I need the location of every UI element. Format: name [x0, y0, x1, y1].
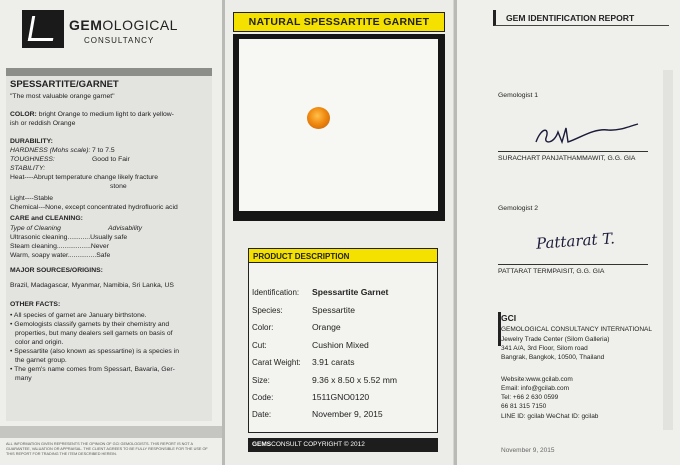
gemologist1-name: SURACHART PANJATHAMMAWIT, G.G. GIA — [498, 155, 636, 162]
bottom-date: November 9, 2015 — [501, 447, 555, 454]
value-identification: Spessartite Garnet — [312, 287, 389, 297]
steam-row: Steam cleaning..................Never — [10, 243, 109, 250]
durability-heading: DURABILITY: — [10, 138, 53, 145]
cleaning-header: Type of Cleaning Advisability — [10, 225, 142, 232]
label-carat: Carat Weight: — [252, 358, 301, 367]
address-line: Bangrak, Bangkok, 10500, Thailand — [501, 354, 605, 361]
value-species: Spessartite — [312, 305, 355, 315]
fact-line: • Spessartite (also known as spessartine) is a species in — [10, 348, 179, 355]
chemical-line: Chemical---None, except concentrated hydrofluoric acid — [10, 204, 178, 211]
value-size: 9.36 x 8.50 x 5.52 mm — [312, 375, 398, 385]
photo-frame — [233, 34, 445, 221]
address-line: 341 A/A, 3rd Floor, Silom road — [501, 345, 588, 352]
gem-tagline: "The most valuable orange garnet" — [10, 93, 115, 100]
label-cut: Cut: — [252, 341, 267, 350]
signature-2: Pattarat T. — [535, 229, 616, 253]
hardness-row: HARDNESS (Mohs scale): 7 to 7.5 — [10, 147, 115, 154]
fact-line: many — [15, 375, 32, 382]
label-color: Color: — [252, 323, 274, 332]
left-bottom-strip — [0, 426, 222, 438]
value-carat: 3.91 carats — [312, 357, 355, 367]
gemologist2-label: Gemologist 2 — [498, 205, 539, 212]
value-cut: Cushion Mixed — [312, 340, 369, 350]
logo-mark-icon — [22, 10, 64, 48]
value-date: November 9, 2015 — [312, 409, 383, 419]
email-link[interactable]: Email: info@gcilab.com — [501, 385, 570, 392]
fact-line: • Gemologists classify garnets by their chemistry and — [10, 321, 170, 328]
sources-heading: MAJOR SOURCES/ORIGINS: — [10, 267, 103, 274]
fact-line: • The gem's name comes from Spessart, Bavaria, Ger- — [10, 366, 175, 373]
value-code: 1511GNO0120 — [312, 392, 370, 402]
website-link[interactable]: Website:www.gcilab.com — [501, 376, 573, 383]
heat-line-2: stone — [110, 183, 127, 190]
gem-banner: NATURAL SPESSARTITE GARNET — [233, 12, 445, 32]
company-name: GEMOLOGICAL CONSULTANCY INTERNATIONAL — [501, 326, 652, 333]
signature-line-1 — [498, 151, 648, 152]
ultrasonic-row: Ultrasonic cleaning............Usually safe — [10, 234, 128, 241]
product-description-title: PRODUCT DESCRIPTION — [248, 248, 438, 263]
gci-name: GCI — [501, 313, 517, 323]
label-size: Size: — [252, 376, 270, 385]
gemologist1-label: Gemologist 1 — [498, 92, 539, 99]
logo-subtitle: CONSULTANCY — [84, 36, 155, 45]
signature-line-2 — [498, 264, 648, 265]
toughness-row: TOUGHNESS: Good to Fair — [10, 156, 130, 163]
fact-line: • All species of garnet are January birthstone. — [10, 312, 147, 319]
label-code: Code: — [252, 393, 274, 402]
color-line-2: ish or reddish Orange — [10, 120, 76, 127]
label-identification: Identification: — [252, 288, 300, 297]
facts-heading: OTHER FACTS: — [10, 301, 61, 308]
fact-line: the garnet group. — [15, 357, 67, 364]
heat-line-1: Heat----Abrupt temperature change likely fracture — [10, 174, 159, 181]
light-line: Light----Stable — [10, 195, 54, 202]
left-header-bar — [6, 68, 212, 76]
care-heading: CARE and CLEANING: — [10, 215, 83, 222]
fact-line: properties, but many dealers sell garnets on basis of — [15, 330, 173, 337]
sources-list: Brazil, Madagascar, Myanmar, Namibia, Sri Lanka, US — [10, 282, 174, 289]
address-line: Jewelry Trade Center (Silom Galleria) — [501, 336, 610, 343]
color-line-1: COLOR: bright Orange to medium light to dark yellow- — [10, 111, 174, 118]
gem-title: SPESSARTITE/GARNET — [10, 79, 119, 90]
photo-area — [239, 39, 438, 211]
label-date: Date: — [252, 410, 272, 419]
warm-water-row: Warm, soapy water...............Safe — [10, 252, 111, 259]
phone-line: 66 81 315 7150 — [501, 403, 547, 410]
copyright-bar: GEMSCONSULT COPYRIGHT © 2012 — [248, 438, 438, 452]
disclaimer: ALL INFORMATION GIVEN REPRESENTS THE OPINION OF GCI GEMOLOGISTS. THIS REPORT IS NOT A GUARANTEE, VALUATION OR APPRAISAL. THE CLIENT AGREES TO BE FULLY RESPONSIBLE FOR THE USE OF THIS REPORT FOR TRADING THE ITEM DESCRIBED HEREIN. — [6, 442, 208, 456]
signature-1-icon — [532, 120, 642, 150]
gci-logo — [22, 10, 178, 50]
phone-line: Tel: +66 2 630 0599 — [501, 394, 559, 401]
report-header: GEM IDENTIFICATION REPORT — [493, 10, 669, 26]
fact-line: color and origin. — [15, 339, 64, 346]
logo-title: GEMOLOGICAL — [69, 17, 178, 33]
gem-image — [307, 107, 330, 129]
label-species: Species: — [252, 306, 283, 315]
right-edge-strip — [663, 70, 673, 430]
value-color: Orange — [312, 322, 341, 332]
social-ids: LINE ID: gcilab WeChat ID: gcilab — [501, 413, 599, 420]
stability-heading: STABILITY: — [10, 165, 46, 172]
gemologist2-name: PATTARAT TERMPAISIT, G.G. GIA — [498, 268, 605, 275]
